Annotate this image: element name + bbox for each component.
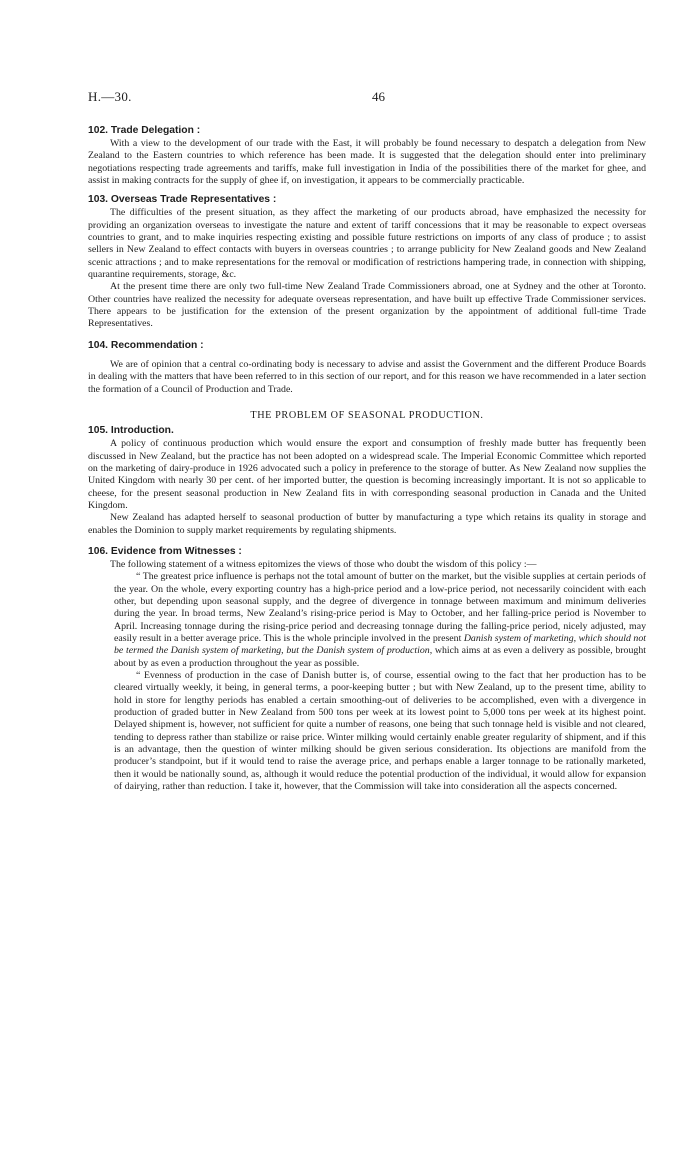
quote-text: which aims at as even a delivery as possible, brought about by as even a production throughout the year as possible.: [114, 645, 646, 669]
paragraph: With a view to the development of our trade with the East, it will probably be found necessary to despatch a delegation from New Zealand to the Eastern countries to which reference has been made. It is suggested that the delegation should enter into preliminary negotiations respecting trade agreements and tariffs, make full investigation in India of the possibilities there of the market for ghee, and assist in making contracts for the supply of ghee if, on investigation, it appears to be commercially practicable.: [88, 138, 646, 187]
section-heading: 102. Trade Delegation :: [88, 125, 201, 136]
section-heading: 106. Evidence from Witnesses :: [88, 545, 242, 557]
paragraph: The following statement of a witness epitomizes the views of those who doubt the wisdom of this policy :—: [110, 558, 537, 570]
page-content: [88, 124, 646, 799]
section-104: [88, 339, 646, 396]
section-105: [88, 424, 646, 537]
paragraph: The difficulties of the present situation, as they affect the marketing of our products abroad, have emphasized the necessity for providing an organization overseas to investigate the nature and extent of tariff concessions that it may be reasonable to expect overseas countries to grant, and to make inquiries respecting existing and possible future restrictions on imports of any class of produce ; to assist sellers in New Zealand to effect contacts with buyers in overseas countries ; to arrange publicity for New Zealand goods and New Zealand scenic attractions ; and to make representations for the removal or modification of restrictions hampering trade, in connection with shipping, quarantine requirements, storage, &c.: [88, 207, 646, 281]
quote-text: “ The greatest price influence is perhaps not the total amount of butter on the market, but the visible supplies at certain periods of the year. On the whole, every exporting country has a high-price period and a low-price period, not necessarily coincident with each other, but depending upon seasonal supply, and the degree of divergence in tonnage between maximum and minimum deliveries during the year. In broad terms, New Zealand’s rising-price period is May to October, and her falling-price period is November to April. Increasing tonnage during the rising-price period and decreasing tonnage during the falling-price period, nicely adjusted, may easily result in a better average price. This is the whole principle involved in the present: [114, 571, 646, 644]
section-103: [88, 193, 646, 330]
paragraph: New Zealand has adapted herself to seasonal production of butter by manufacturing a type which retains its quality in storage and enables the Dominion to supply market requirements by regulating shipments.: [88, 512, 646, 536]
section-102: [88, 124, 646, 187]
witness-quote: [114, 571, 646, 793]
quote-paragraph: “ Evenness of production in the case of Danish butter is, of course, essential owing to the fact that her production has to be cleared virtually weekly, it being, in general terms, a poor-keeping butter ; but with New Zealand, up to the present time, ability to hold in store for lengthy periods has enabled a certain smoothing-out of deliveries to be accomplished, even with a divergence in production of graded butter in New Zealand from 500 tons per week at its lowest point to 5,000 tons per week at its highest point. Delayed shipment is, however, not sufficient for quite a number of reasons, one being that such tonnage held is visible and not cleared, tending to depress rather than stabilize or raise price. Winter milking would certainly enable greater regularity of shipment, and if this is an advantage, then the question of winter milking should be given serious consideration. Its objections are manifold from the producer’s standpoint, but if it would tend to raise the average price, and perhaps enable a larger tonnage to be rationally marketed, then it would be nationally sound, as, although it would reduce the potential production of the individual, it would allow for expansion of dairying, rather than reduction. I take it, however, that the Commission will take into consideration all the aspects concerned.: [114, 670, 646, 793]
section-106: [88, 545, 646, 794]
section-heading: 104. Recommendation :: [88, 339, 204, 351]
paragraph: At the present time there are only two full-time New Zealand Trade Commissioners abroad, one at Sydney and the other at Toronto. Other countries have realized the necessity for adequate overseas representation, and have built up effective Trade Commissioner services. There appears to be justification for the extension of the present organization by the appointment of additional full-time Trade Representatives.: [88, 281, 646, 330]
quote-paragraph: [114, 571, 646, 670]
document-reference: H.—30.: [88, 89, 132, 104]
section-heading: 105. Introduction.: [88, 425, 174, 437]
page-number: 46: [372, 89, 385, 104]
section-heading: 103. Overseas Trade Representatives :: [88, 194, 277, 206]
paragraph: We are of opinion that a central co-ordinating body is necessary to advise and assist the Government and the different Produce Boards in dealing with the matters that have been referred to in this section of our report, and for this reason we have recommended in a later section the formation of a Council of Production and Trade.: [88, 358, 646, 395]
paragraph: A policy of continuous production which would ensure the export and consumption of freshly made butter has frequently been discussed in New Zealand, but the practice has not been adopted on a widespread scale. The Imperial Economic Committee which reported on the marketing of dairy-produce in 1926 advocated such a policy in preference to the storage of butter. As New Zealand now supplies the United Kingdom with nearly 30 per cent. of her imported butter, the question is becoming increasingly important. It is not so applicable to cheese, for the present seasonal production in New Zealand fits in with corresponding seasonal production in Canada and the United Kingdom.: [88, 438, 646, 511]
quote-italic-text: Danish system of marketing, which should not be termed the Danish system of marketing, but the Danish system of production,: [114, 633, 647, 657]
part-title: THE PROBLEM OF SEASONAL PRODUCTION.: [250, 409, 484, 421]
